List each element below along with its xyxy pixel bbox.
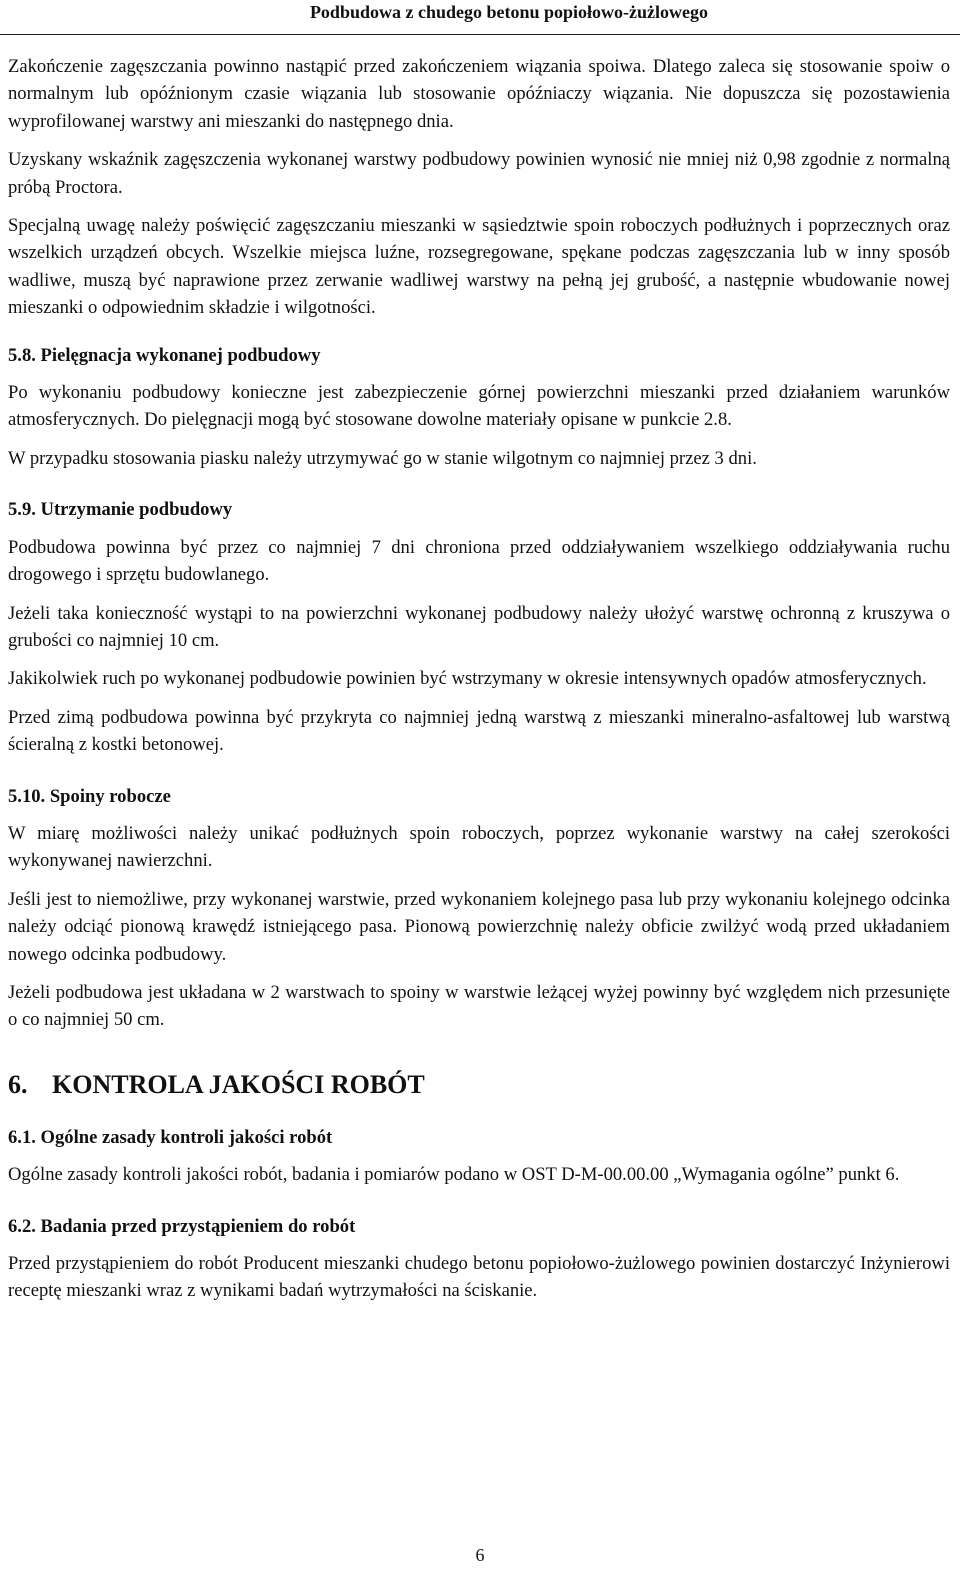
- section-heading-6-2: 6.2. Badania przed przystąpieniem do robót: [8, 1215, 356, 1237]
- paragraph: Przed przystąpieniem do robót Producent mieszanki chudego betonu popiołowo-żużlowego powinien dostarczyć Inżynierowi receptę mieszanki wraz z wynikami badań wytrzymałości na ściskanie.: [8, 1253, 950, 1302]
- paragraph: Podbudowa powinna być przez co najmniej 7 dni chroniona przed oddziaływaniem wszelkiego oddziaływania ruchu drogowego i sprzętu budowlanego.: [8, 536, 950, 586]
- chapter-title: KONTROLA JAKOŚCI ROBÓT: [52, 1069, 425, 1099]
- page-header: [0, 0, 960, 35]
- paragraph: Przed zimą podbudowa powinna być przykryta co najmniej jedną warstwą z mieszanki mineralno-asfaltowej lub warstwą ścieralną z kostki betonowej.: [8, 706, 950, 756]
- paragraph: Jeżeli podbudowa jest układana w 2 warstwach to spoiny w warstwie leżącej wyżej powinny być względem nich przesunięte o co najmniej 50 cm.: [8, 981, 950, 1031]
- page-number: 6: [475, 1545, 485, 1565]
- paragraph: W przypadku stosowania piasku należy utrzymywać go w stanie wilgotnym co najmniej przez 3 dni.: [8, 447, 757, 469]
- paragraph: Zakończenie zagęszczania powinno nastąpić przed zakończeniem wiązania spoiwa. Dlatego zaleca się stosowanie spoiw o normalnym lub opóźnionym czasie wiązania lub stosowanie opóźniaczy wiązania. Nie dopuszcza się pozostawienia wyprofilowanej warstwy ani mieszanki do następnego dnia.: [8, 56, 950, 132]
- chapter-heading-6: [8, 1068, 950, 1102]
- section-heading-5-9: 5.9. Utrzymanie podbudowy: [8, 499, 233, 521]
- section-heading-5-8: 5.8. Pielęgnacja wykonanej podbudowy: [8, 344, 321, 366]
- section-heading-6-1: 6.1. Ogólne zasady kontroli jakości robót: [8, 1126, 333, 1148]
- section-heading-5-10: 5.10. Spoiny robocze: [8, 785, 171, 807]
- paragraph: Uzyskany wskaźnik zagęszczenia wykonanej warstwy podbudowy powinien wynosić nie mniej niż 0,98 zgodnie z normalną próbą Proctora.: [8, 149, 950, 198]
- document-body: [8, 53, 950, 1316]
- paragraph: Po wykonaniu podbudowy konieczne jest zabezpieczenie górnej powierzchni mieszanki przed działaniem warunków atmosferycznych. Do pielęgnacji mogą być stosowane dowolne materiały opisane w punkcie 2.8.: [8, 382, 950, 431]
- paragraph: Jeżeli taka konieczność wystąpi to na powierzchni wykonanej podbudowy należy ułożyć warstwę ochronną z kruszywa o grubości co najmniej 10 cm.: [8, 602, 950, 651]
- paragraph: Jakikolwiek ruch po wykonanej podbudowie powinien być wstrzymany w okresie intensywnych opadów atmosferycznych.: [8, 668, 927, 690]
- paragraph: W miarę możliwości należy unikać podłużnych spoin roboczych, poprzez wykonanie warstwy na całej szerokości wykonywanej nawierzchni.: [8, 822, 950, 872]
- document-title: Podbudowa z chudego betonu popiołowo-żużlowego: [309, 2, 708, 22]
- chapter-number: 6.: [8, 1069, 28, 1099]
- paragraph: Jeśli jest to niemożliwe, przy wykonanej warstwie, przed wykonaniem kolejnego pasa lub przy wykonaniu kolejnego odcinka należy odciąć pionową krawędź istniejącego pasa. Pionową powierzchnię należy obficie zwilżyć wodą przed układaniem nowego odcinka podbudowy.: [8, 888, 950, 965]
- paragraph: Ogólne zasady kontroli jakości robót, badania i pomiarów podano w OST D-M-00.00.00 „Wymagania ogólne” punkt 6.: [8, 1164, 900, 1186]
- paragraph: Specjalną uwagę należy poświęcić zagęszczaniu mieszanki w sąsiedztwie spoin roboczych podłużnych i poprzecznych oraz wszelkich urządzeń obcych. Wszelkie miejsca luźne, rozsegregowane, spękane podczas zagęszczania lub w inny sposób wadliwe, muszą być naprawione przez zerwanie wadliwej warstwy na pełną jej grubość, a następnie wbudowanie nowej mieszanki o odpowiednim składzie i wilgotności.: [8, 215, 950, 319]
